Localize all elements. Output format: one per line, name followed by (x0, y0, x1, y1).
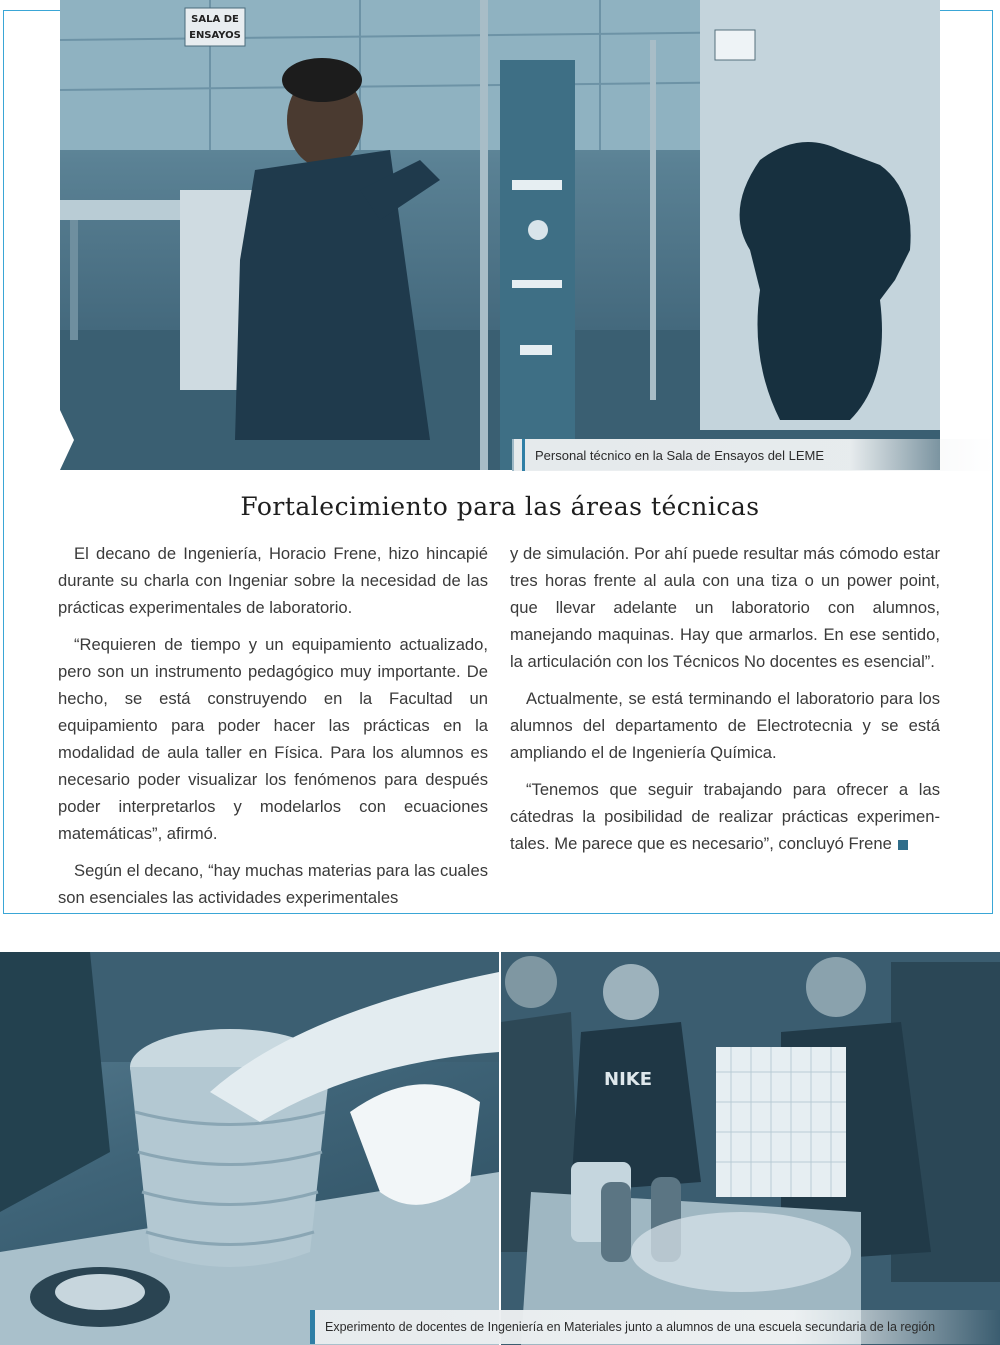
sign-text-line1: SALA DE (191, 14, 239, 25)
end-of-article-mark (898, 840, 908, 850)
experiment-photo-left-illustration (0, 952, 499, 1345)
lab-photo (60, 0, 940, 470)
caption-accent-bar (522, 439, 525, 471)
article-paragraph: El decano de Ingeniería, Horacio Frene, hizo hincapié durante su charla con Ingeniar sobre la necesidad de las prácticas experimentales de laboratorio. (58, 544, 488, 617)
article-paragraph: Actualmente, se está terminando el laboratorio para los alumnos del departamento de Electrotecnia y se está ampliando el de Ingeniería Química. (510, 689, 940, 762)
sign-text-line2: ENSAYOS (189, 30, 241, 41)
article-paragraph: “Requieren de tiempo y un equipamiento actualizado, pero son un instrumento pedagógico muy importante. De hecho, se está construyendo en la Facultad un equipamiento para poder hacer las prácticas en la modalidad de aula taller en Física. Para los alumnos es necesario poder visualizar los fenómenos para después poder interpretarlos y modelarlos con ecuaciones matemáticas”, afirmó. (58, 635, 488, 843)
top-photo-caption: Personal técnico en la Sala de Ensayos del LEME (535, 447, 825, 463)
caption-accent-bar (310, 1310, 315, 1344)
bottom-photo-caption-bar (310, 1310, 1000, 1344)
nike-logo-text: NIKE (604, 1069, 653, 1090)
article-paragraph-text: “Tenemos que seguir trabajando para ofrecer a las cátedras la posibilidad de realizar prácticas experimentales. Me parece que es necesario”, concluyó Frene (510, 780, 940, 853)
photo-tab-notch (60, 410, 74, 470)
article-column-left (58, 540, 488, 921)
bottom-photo-caption: Experimento de docentes de Ingeniería en Materiales junto a alumnos de una escuela secundaria de la región (325, 1320, 936, 1334)
article-paragraph: Según el decano, “hay muchas materias para las cuales son esenciales las actividades experimentales (58, 861, 488, 907)
experiment-photo-right-illustration (501, 952, 1000, 1345)
article-paragraph-last (510, 776, 940, 857)
article-paragraph: y de simulación. Por ahí puede resultar más cómodo estar tres horas frente al aula con una tiza o un power point, que llevar adelante un laboratorio con alumnos, manejando maquinas. Hay que armarlos. En ese sentido, la articulación con los Técnicos No docentes es esencial”. (510, 544, 940, 671)
experiment-photo-right (501, 952, 1000, 1345)
top-photo-caption-bar (512, 439, 995, 471)
lab-photo-illustration (60, 0, 940, 470)
experiment-photos (0, 952, 1000, 1345)
experiment-photo-left (0, 952, 499, 1345)
article-title: Fortalecimiento para las áreas técnicas (240, 492, 760, 521)
caption-accent (512, 439, 514, 471)
article-column-right (510, 540, 940, 867)
